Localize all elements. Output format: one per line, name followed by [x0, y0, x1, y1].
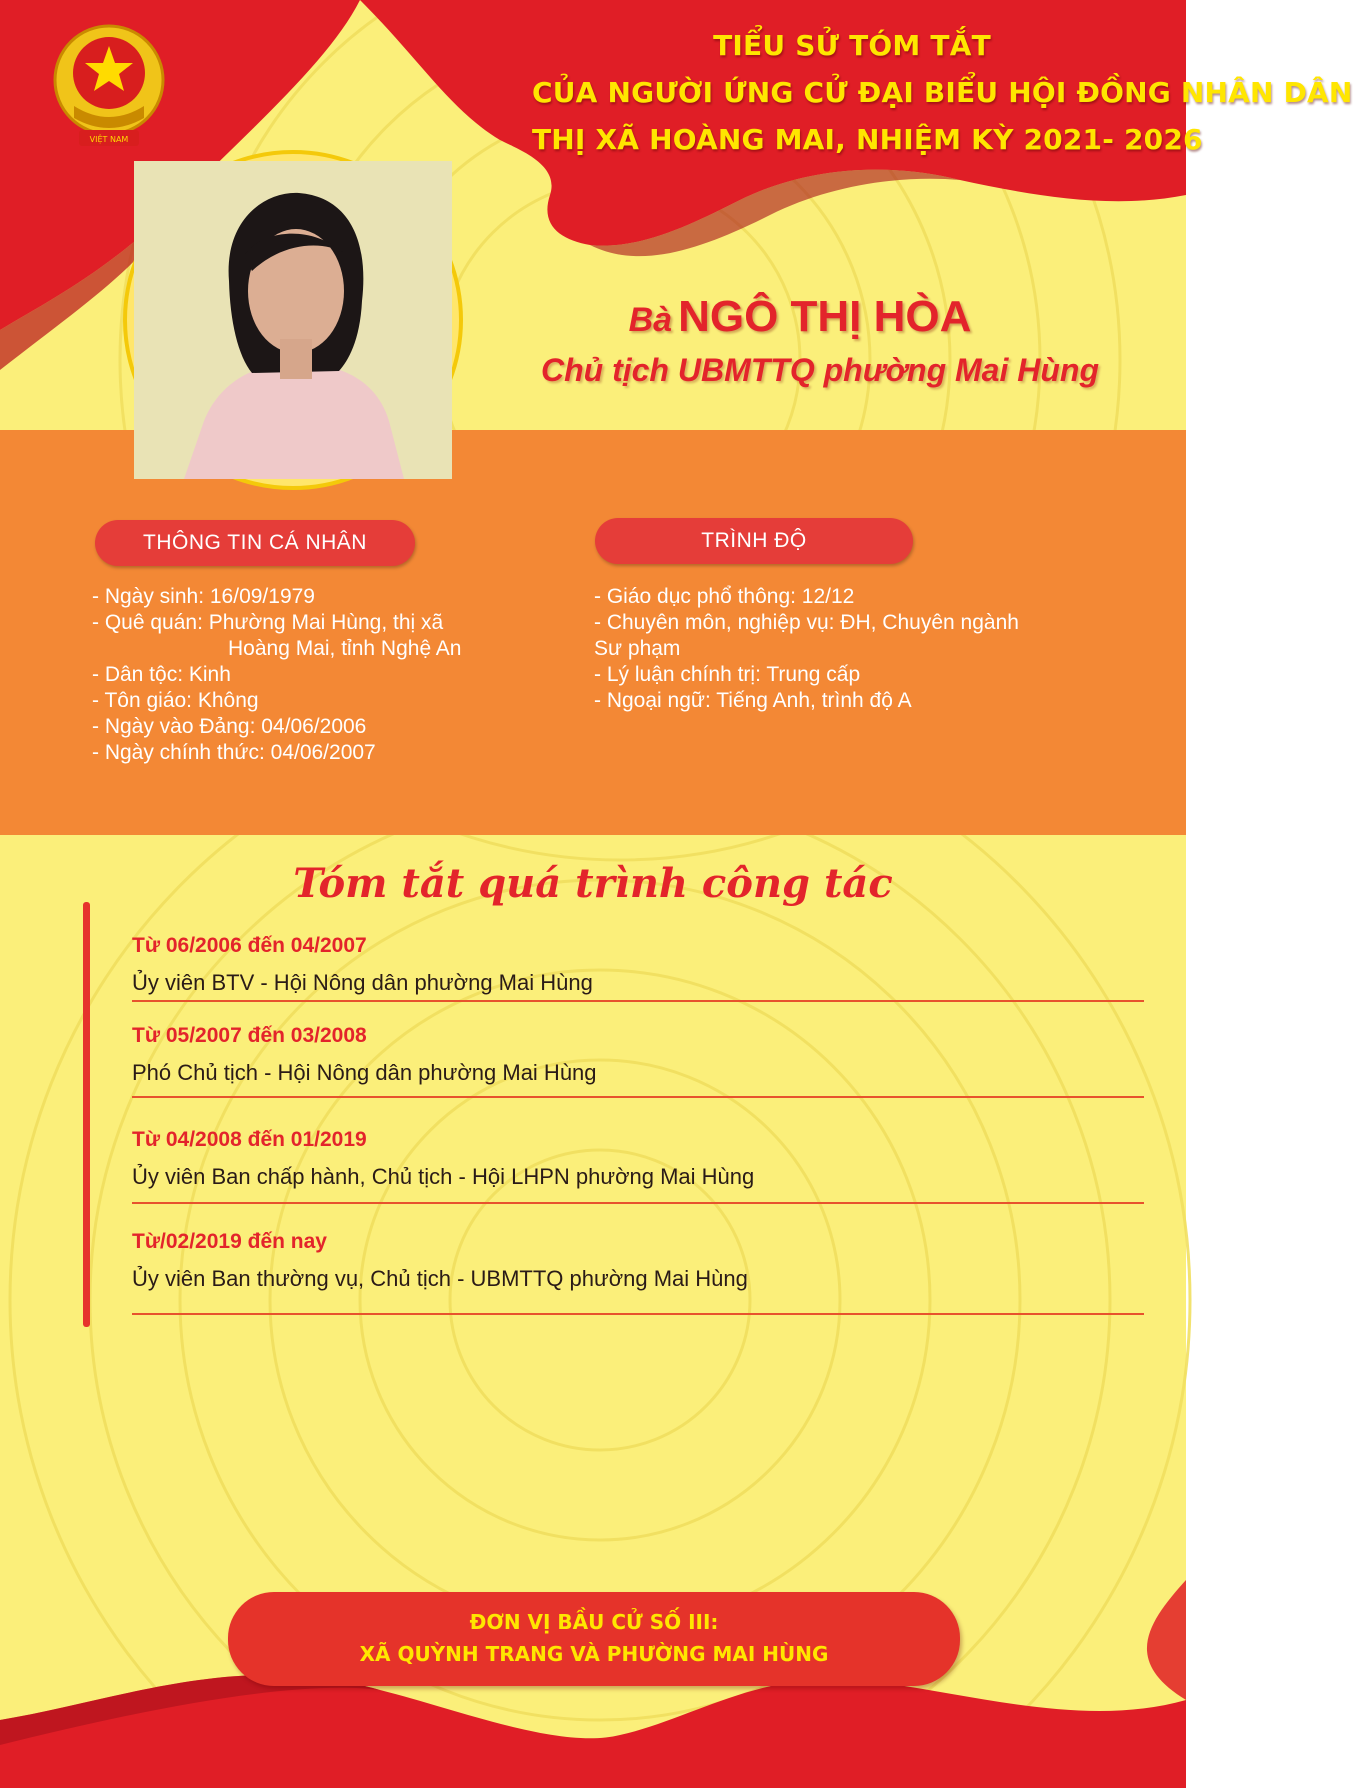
- candidate-title-prefix: Bà: [628, 301, 673, 339]
- personal-info-heading: THÔNG TIN CÁ NHÂN: [95, 520, 415, 566]
- work-entry-divider: [132, 1202, 1144, 1204]
- electoral-unit-banner: [228, 1592, 960, 1686]
- personal-info-item: - Ngày chính thức: 04/06/2007: [92, 741, 376, 764]
- work-history-heading: Tóm tắt quá trình công tác: [293, 860, 893, 907]
- education-item: - Lý luận chính trị: Trung cấp: [594, 663, 861, 686]
- personal-info-item: - Ngày sinh: 16/09/1979: [92, 585, 315, 608]
- work-entry: [132, 934, 1144, 996]
- candidate-position: Chủ tịch UBMTTQ phường Mai Hùng: [540, 352, 1099, 388]
- personal-info-item: Hoàng Mai, tỉnh Nghệ An: [228, 637, 462, 660]
- personal-info-list: [92, 584, 461, 766]
- work-entry-role: Ủy viên Ban thường vụ, Chủ tịch - UBMTTQ phường Mai Hùng: [132, 1266, 748, 1291]
- work-entry-period: Từ/02/2019 đến nay: [132, 1230, 327, 1253]
- work-entry: [132, 1128, 1144, 1190]
- work-entry-period: Từ 04/2008 đến 01/2019: [132, 1128, 367, 1151]
- education-item: - Ngoại ngữ: Tiếng Anh, trình độ A: [594, 689, 912, 712]
- svg-text:VIỆT NAM: VIỆT NAM: [89, 135, 129, 144]
- education-heading: TRÌNH ĐỘ: [595, 518, 913, 564]
- electoral-unit-line-1: ĐƠN VỊ BẦU CỬ SỐ III:: [469, 1610, 719, 1634]
- work-entry-role: Phó Chủ tịch - Hội Nông dân phường Mai Hùng: [132, 1060, 597, 1085]
- work-entry-period: Từ 05/2007 đến 03/2008: [132, 1024, 367, 1047]
- header-line-3: THỊ XÃ HOÀNG MAI, NHIỆM KỲ 2021- 2026: [532, 123, 1203, 156]
- poster-header: [532, 22, 1353, 163]
- header-line-2: CỦA NGƯỜI ỨNG CỬ ĐẠI BIỂU HỘI ĐỒNG NHÂN DÂN: [532, 76, 1353, 109]
- candidate-name: [520, 292, 1080, 342]
- education-item: - Chuyên môn, nghiệp vụ: ĐH, Chuyên ngành: [594, 611, 1019, 634]
- personal-info-item: - Quê quán: Phường Mai Hùng, thị xã: [92, 611, 444, 634]
- work-entry-role: Ủy viên BTV - Hội Nông dân phường Mai Hùng: [132, 970, 593, 995]
- electoral-unit-line-2: XÃ QUỲNH TRANG VÀ PHƯỜNG MAI HÙNG: [359, 1642, 829, 1666]
- personal-info-item: - Ngày vào Đảng: 04/06/2006: [92, 715, 367, 738]
- work-entry: [132, 1230, 1144, 1292]
- candidate-name-text: NGÔ THỊ HÒA: [678, 292, 972, 341]
- work-entry-divider: [132, 1000, 1144, 1002]
- header-line-1: TIỂU SỬ TÓM TẮT: [713, 29, 991, 62]
- work-entry-period: Từ 06/2006 đến 04/2007: [132, 934, 367, 957]
- timeline-bar: [83, 902, 90, 1327]
- education-list: [594, 584, 1019, 714]
- work-entry: [132, 1024, 1144, 1086]
- candidate-portrait: [134, 161, 452, 479]
- education-item: Sư phạm: [594, 637, 681, 660]
- education-item: - Giáo dục phổ thông: 12/12: [594, 585, 855, 608]
- personal-info-item: - Tôn giáo: Không: [92, 689, 259, 712]
- national-emblem-icon: [44, 18, 174, 158]
- work-entry-divider: [132, 1096, 1144, 1098]
- work-entry-divider: [132, 1313, 1144, 1315]
- personal-info-item: - Dân tộc: Kinh: [92, 663, 231, 686]
- work-entry-role: Ủy viên Ban chấp hành, Chủ tịch - Hội LHPN phường Mai Hùng: [132, 1164, 755, 1189]
